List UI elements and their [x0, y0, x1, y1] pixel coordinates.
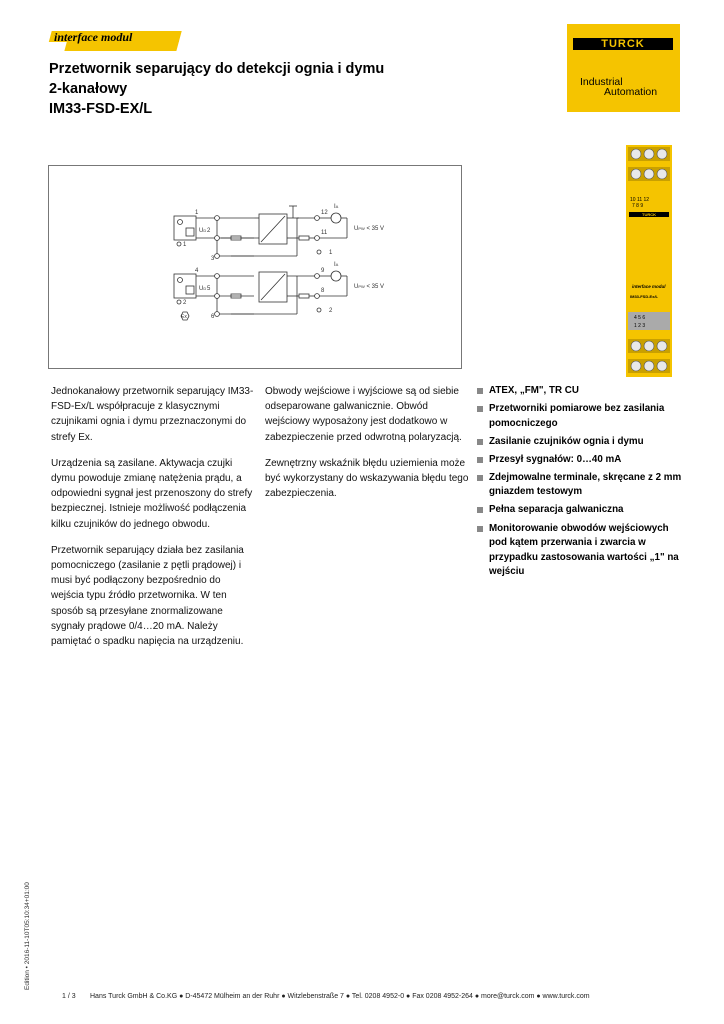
power-icon [177, 242, 181, 246]
ch1-power-label: 1 [183, 242, 187, 248]
ch2-terminal-8: 8 [321, 288, 325, 294]
title-line2: 2-kanałowy [49, 81, 128, 97]
bullet-square-icon [477, 507, 483, 513]
bullet-square-icon [477, 457, 483, 463]
svg-text:UD [199, 228, 206, 234]
wiring-diagram [48, 165, 462, 369]
description-column-2 [265, 384, 469, 512]
list-item: Monitorowanie obwodów wejściowych pod kątem przerwania i zwarcia w przypadku zastosowania wartości „1" na wejściu [476, 522, 682, 580]
page-number: 1 / 3 [62, 993, 76, 1000]
title-line1: Przetwornik separujący do detekcji ognia i dymu [49, 61, 385, 77]
svg-text:IA [334, 204, 339, 210]
svg-text:UPW < 35 V [354, 284, 384, 290]
ch1-terminal-12: 12 [321, 210, 328, 216]
description-column-1 [51, 384, 254, 660]
status-icon [317, 308, 321, 312]
ch2-terminal-9: 9 [321, 268, 325, 274]
device-logo: interface modul [632, 284, 666, 289]
power-icon [177, 300, 181, 304]
page-title [49, 59, 384, 119]
device-model: IM33-FSD-Ex/L [630, 294, 659, 299]
list-item: Pełna separacja galwaniczna [476, 503, 682, 518]
ch2-terminal-4: 4 [195, 268, 199, 274]
ch2-pw-rest: < 35 V [364, 284, 384, 290]
paragraph: Zewnętrzny wskaźnik błędu uziemienia może być wykorzystany do wskazywania błędu tego zabezpieczenia. [265, 457, 469, 500]
ch2-ia-label: I [334, 262, 336, 268]
device-brand: TURCK [642, 212, 656, 217]
logo-text: interface modul [54, 30, 133, 44]
ch2-pw-label: U [354, 284, 359, 290]
ch1-terminal-2: 2 [207, 228, 211, 234]
bullet-square-icon [477, 439, 483, 445]
device-terminals-bot2: 1 2 3 [634, 323, 646, 329]
bullet-square-icon [477, 406, 483, 412]
bullet-square-icon [477, 475, 483, 481]
channel-2-circuit [174, 262, 384, 320]
paragraph: Obwody wejściowe i wyjściowe są od siebie odseparowane galwanicznie. Obwód wejściowy wyposażony jest dodatkowo w zabezpieczenie przed odwrotną polaryzacją. [265, 386, 462, 443]
list-item: Zdejmowalne terminale, skręcane z 2 mm gniazdem testowym [476, 471, 682, 500]
ch1-pw-label: U [354, 226, 359, 232]
page-footer [62, 993, 590, 1000]
ch1-pw-sub: PW [358, 226, 365, 231]
ch2-terminal-5: 5 [207, 286, 211, 292]
ch1-pw-rest: < 35 V [364, 226, 384, 232]
svg-text:IA [334, 262, 339, 268]
ch2-out-label: 2 [329, 308, 333, 314]
ch1-out-label: 1 [329, 250, 333, 256]
ch1-terminal-3: 3 [211, 256, 215, 262]
ch2-power-label: 2 [183, 300, 187, 306]
device-illustration [626, 145, 672, 377]
ch1-ud-label: U [199, 228, 204, 234]
tagline-automation: Automation [604, 86, 658, 98]
device-terminals-top1: 10 11 12 [630, 197, 650, 203]
svg-text:UD [199, 286, 206, 292]
ch2-ud-label: U [199, 286, 204, 292]
tagline-industrial: Industrial [580, 76, 623, 88]
list-item: Przesył sygnałów: 0…40 mA [476, 453, 682, 468]
ch2-ud-sub: D [203, 286, 207, 291]
status-icon [317, 250, 321, 254]
ch1-terminal-11: 11 [321, 230, 328, 236]
ch1-ia-sub: A [335, 204, 339, 209]
paragraph: Przetwornik separujący działa bez zasilania pomocniczego (zasilanie z pętli prądowej) i musi być podłączony bezpośrednio do wejścia typu źródło przetwornika. W ten sposób są przesyłane znormalizowane sygnały prądowe 0/4…20 mA. Należy pamiętać o spadku napięcia na urządzeniu. [51, 544, 244, 648]
interface-modul-logo [48, 30, 184, 52]
list-item: Przetworniki pomiarowe bez zasilania pomocniczego [476, 402, 682, 431]
edition-stamp: Edition • 2016-11-10T05:10:34+01:00 [24, 882, 31, 990]
ch2-terminal-6: 6 [211, 314, 215, 320]
paragraph: Jednokanałowy przetwornik separujący IM33-FSD-Ex/L współpracuje z klasycznymi czujnikami ognia i dymu przeznaczonymi do strefy Ex. [51, 386, 254, 443]
ch1-ia-label: I [334, 204, 336, 210]
list-item: Zasilanie czujników ognia i dymu [476, 435, 682, 450]
device-terminals-bot1: 4 5 6 [634, 315, 646, 321]
svg-text:UPW < 35 V [354, 226, 384, 232]
ex-label: Ex [181, 314, 187, 320]
title-line3: IM33-FSD-EX/L [49, 101, 153, 117]
feature-list [476, 384, 682, 583]
bullet-square-icon [477, 526, 483, 532]
channel-1-circuit [174, 204, 384, 262]
ch1-ud-sub: D [203, 228, 207, 233]
bullet-square-icon [477, 388, 483, 394]
paragraph: Urządzenia są zasilane. Aktywacja czujki dymu powoduje zmianę natężenia prądu, a odpowiedni sygnał jest przenoszony do strefy bezpiecznej. Istnieje możliwość podłączenia kilku czujników do jednego obwodu. [51, 457, 253, 530]
ch1-terminal-1: 1 [195, 210, 199, 216]
ch2-ia-sub: A [335, 262, 339, 267]
list-item: ATEX, „FM", TR CU [476, 384, 682, 399]
turck-logo: TURCK [573, 38, 673, 50]
ch2-pw-sub: PW [358, 284, 365, 289]
footer-address: Hans Turck GmbH & Co.KG ● D-45472 Mülheim an der Ruhr ● Witzlebenstraße 7 ● Tel. 0208 4952-0 ● Fax 0208 4952-264 ● more@turck.com ● www.turck.com [90, 993, 590, 1000]
device-terminals-top2: 7 8 9 [632, 203, 644, 209]
